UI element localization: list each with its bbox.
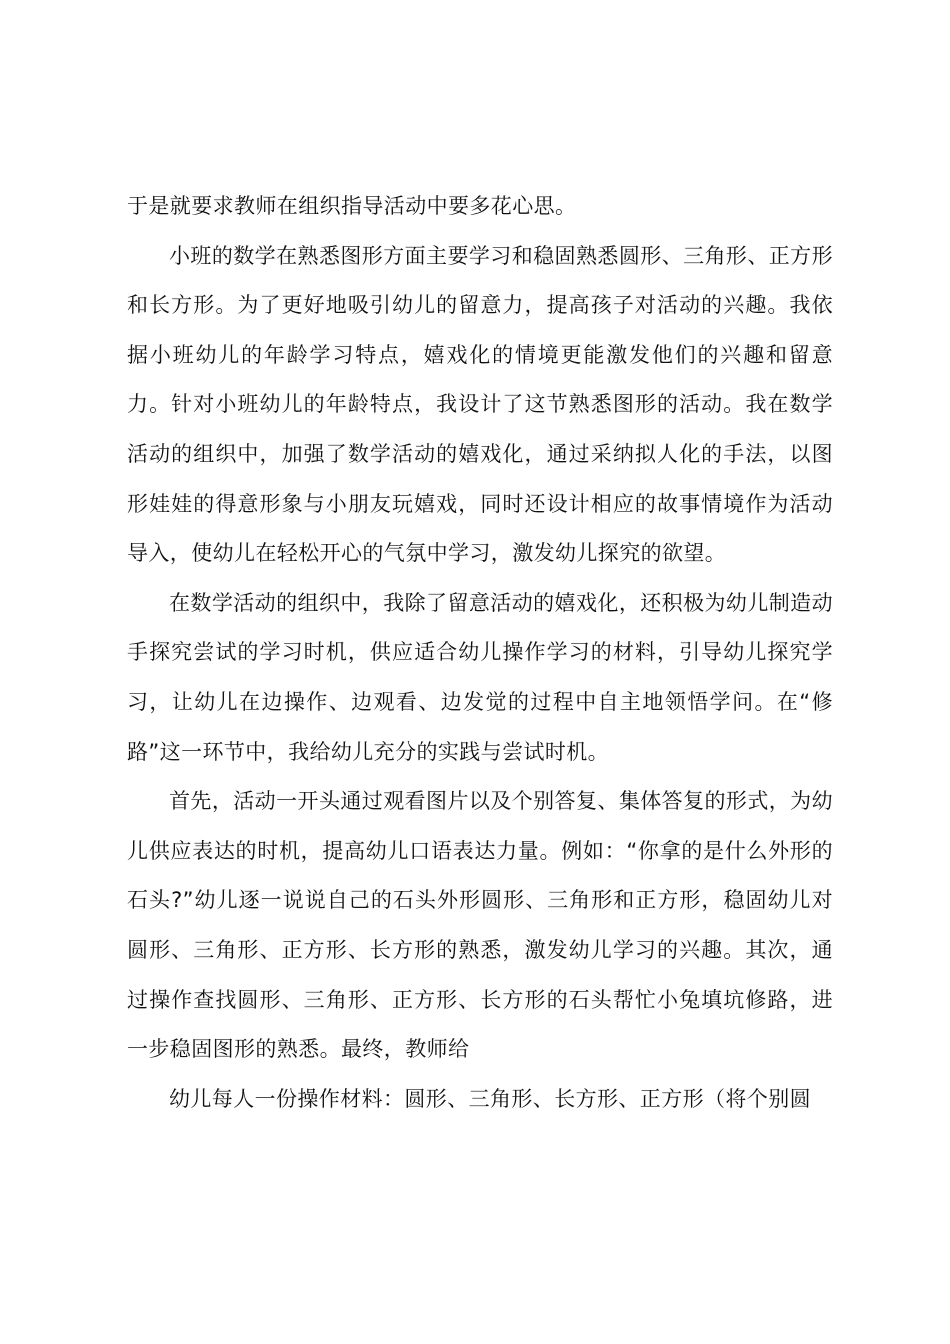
paragraph-continuation: 于是就要求教师在组织指导活动中要多花心思。 bbox=[127, 194, 577, 218]
paragraph-hands-on-exploration: 在数学活动的组织中，我除了留意活动的嬉戏化，还积极为幼儿制造动手探究尝试的学习时机，供应适合幼儿操作学习的材料，引导幼儿探究学习，让幼儿在边操作、边观看、边发觉的过程中自主地领悟学问。在“修路”这一环节中，我给幼儿充分的实践与尝试时机。 bbox=[127, 590, 833, 764]
document-page bbox=[127, 182, 833, 1124]
paragraph-activity-steps: 首先，活动一开头通过观看图片以及个别答复、集体答复的形式，为幼儿供应表达的时机，提高幼儿口语表达力量。例如：“你拿的是什么外形的石头?”幼儿逐一说说自己的石头外形圆形、三角形和正方形，稳固幼儿对圆形、三角形、正方形、长方形的熟悉，激发幼儿学习的兴趣。其次，通过操作查找圆形、三角形、正方形、长方形的石头帮忙小兔填坑修路，进一步稳固图形的熟悉。最终，教师给 bbox=[127, 789, 833, 1062]
paragraph-materials: 幼儿每人一份操作材料：圆形、三角形、长方形、正方形（将个别圆 bbox=[169, 1086, 811, 1111]
paragraph-class-math-intro: 小班的数学在熟悉图形方面主要学习和稳固熟悉圆形、三角形、正方形和长方形。为了更好地吸引幼儿的留意力，提高孩子对活动的兴趣。我依据小班幼儿的年龄学习特点，嬉戏化的情境更能激发他们的兴趣和留意力。针对小班幼儿的年龄特点，我设计了这节熟悉图形的活动。我在数学活动的组织中，加强了数学活动的嬉戏化，通过采纳拟人化的手法，以图形娃娃的得意形象与小朋友玩嬉戏，同时还设计相应的故事情境作为活动导入，使幼儿在轻松开心的气氛中学习，激发幼儿探究的欲望。 bbox=[127, 243, 833, 566]
